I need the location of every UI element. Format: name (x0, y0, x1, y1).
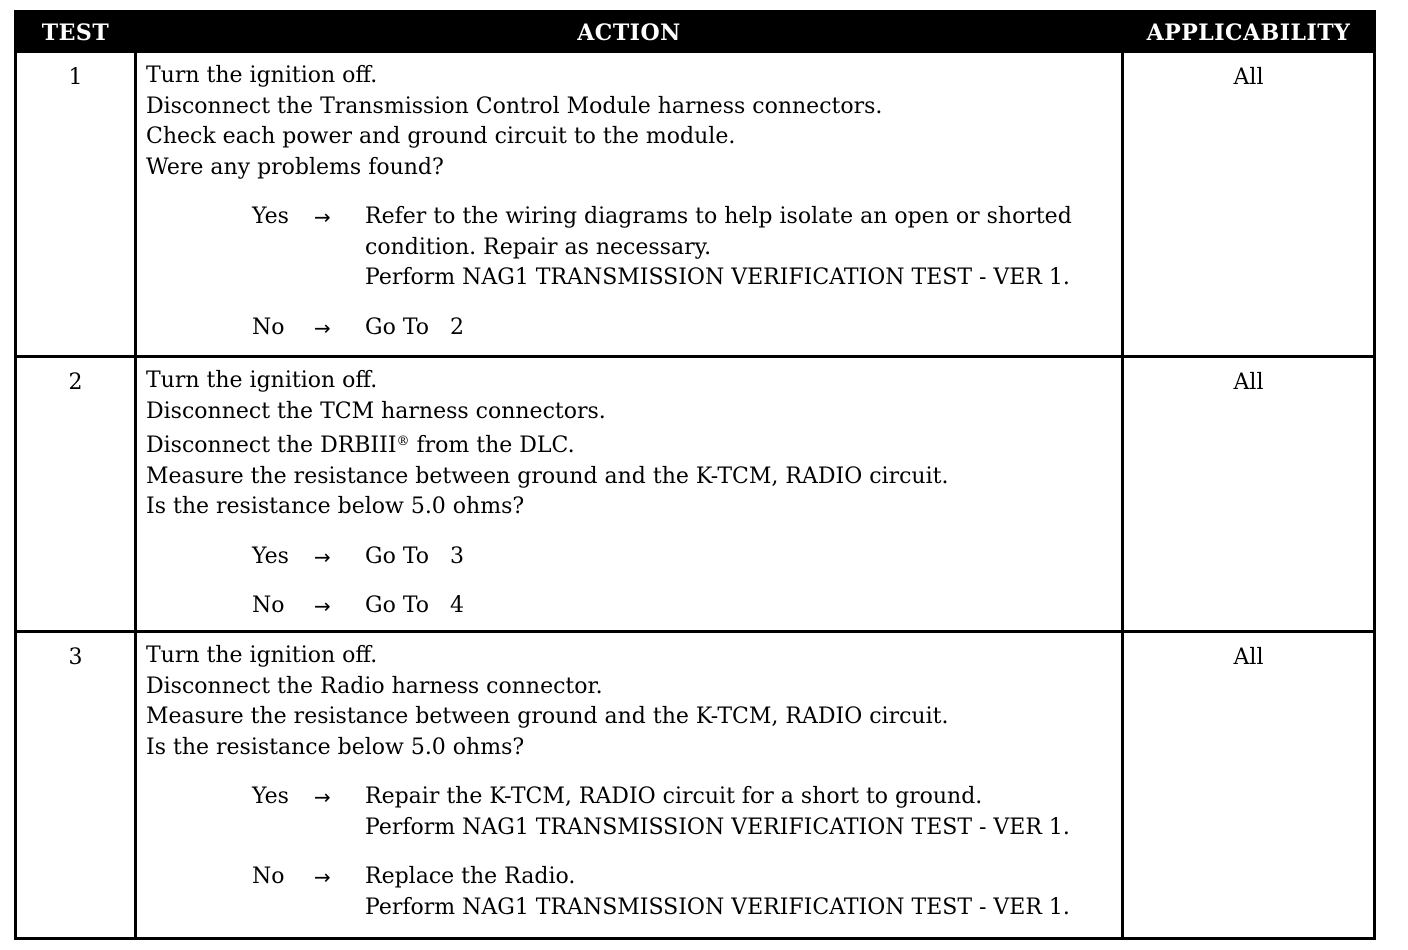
right-arrow-icon: → (314, 205, 331, 229)
applicability-value: All (1233, 370, 1264, 395)
column-divider (1121, 358, 1124, 630)
no-label: No (252, 314, 285, 340)
right-arrow-icon: → (314, 315, 331, 340)
yes-label: Yes (252, 784, 289, 809)
header-action: ACTION (577, 20, 681, 46)
table-header (17, 13, 1373, 53)
right-arrow-icon: → (314, 594, 331, 618)
right-arrow-icon: → (314, 865, 331, 889)
no-outcome (146, 862, 1118, 923)
yes-result: Repair the K-TCM, RADIO circuit for a short to ground. (365, 784, 983, 809)
action-step: Were any problems found? (146, 154, 444, 180)
action-step: Check each power and ground circuit to the module. (146, 124, 736, 149)
action-step: Measure the resistance between ground and the K-TCM, RADIO circuit. (146, 704, 949, 729)
yes-label: Yes (252, 204, 289, 229)
action-step-text: Disconnect the DRBIII (146, 433, 397, 458)
action-step: Turn the ignition off. (146, 63, 378, 88)
no-label: No (252, 593, 285, 618)
column-divider (134, 53, 137, 355)
action-step: Measure the resistance between ground and the K-TCM, RADIO circuit. (146, 463, 949, 489)
yes-result: Go To 3 (365, 543, 464, 569)
action-cell (146, 641, 1118, 923)
action-cell (146, 366, 1118, 622)
yes-outcome (146, 542, 1118, 573)
header-applicability: APPLICABILITY (1146, 20, 1351, 46)
test-number: 1 (68, 65, 83, 90)
no-label: No (252, 864, 285, 889)
diagnostic-test-table (14, 10, 1376, 940)
yes-result: Perform NAG1 TRANSMISSION VERIFICATION TEST - VER 1. (365, 265, 1070, 290)
yes-result: condition. Repair as necessary. (365, 234, 712, 260)
action-step: Turn the ignition off. (146, 643, 378, 668)
no-result: Perform NAG1 TRANSMISSION VERIFICATION TEST - VER 1. (365, 894, 1070, 920)
registered-mark: ® (396, 434, 410, 449)
right-arrow-icon: → (314, 544, 331, 569)
no-result: Replace the Radio. (365, 864, 576, 889)
table-row-test-2 (17, 355, 1373, 630)
column-divider (134, 633, 137, 937)
yes-outcome (146, 782, 1118, 843)
action-step: Is the resistance below 5.0 ohms? (146, 494, 525, 519)
action-step (146, 427, 1118, 462)
applicability-value: All (1233, 645, 1264, 670)
no-result: Go To 2 (365, 314, 464, 340)
action-cell (146, 61, 1118, 343)
applicability-value: All (1233, 65, 1264, 90)
yes-result: Perform NAG1 TRANSMISSION VERIFICATION TEST - VER 1. (365, 814, 1070, 840)
test-number: 2 (68, 370, 83, 395)
action-step: Disconnect the TCM harness connectors. (146, 398, 606, 424)
action-step: Is the resistance below 5.0 ohms? (146, 734, 525, 760)
action-step-text: from the DLC. (409, 433, 575, 458)
action-step: Disconnect the Transmission Control Module harness connectors. (146, 93, 883, 119)
no-result: Go To 4 (365, 593, 464, 618)
no-outcome (146, 313, 1118, 344)
table-row-test-1 (17, 53, 1373, 355)
column-divider (134, 358, 137, 630)
yes-label: Yes (252, 543, 289, 569)
action-step: Disconnect the Radio harness connector. (146, 673, 603, 699)
column-divider (1121, 53, 1124, 355)
yes-result: Refer to the wiring diagrams to help isolate an open or shorted (365, 204, 1072, 229)
test-number: 3 (68, 645, 83, 670)
column-divider (1121, 633, 1124, 937)
action-step: Turn the ignition off. (146, 368, 378, 393)
right-arrow-icon: → (314, 785, 331, 809)
header-test: TEST (41, 20, 110, 46)
table-row-test-3 (17, 630, 1373, 937)
no-outcome (146, 591, 1118, 622)
yes-outcome (146, 202, 1118, 294)
